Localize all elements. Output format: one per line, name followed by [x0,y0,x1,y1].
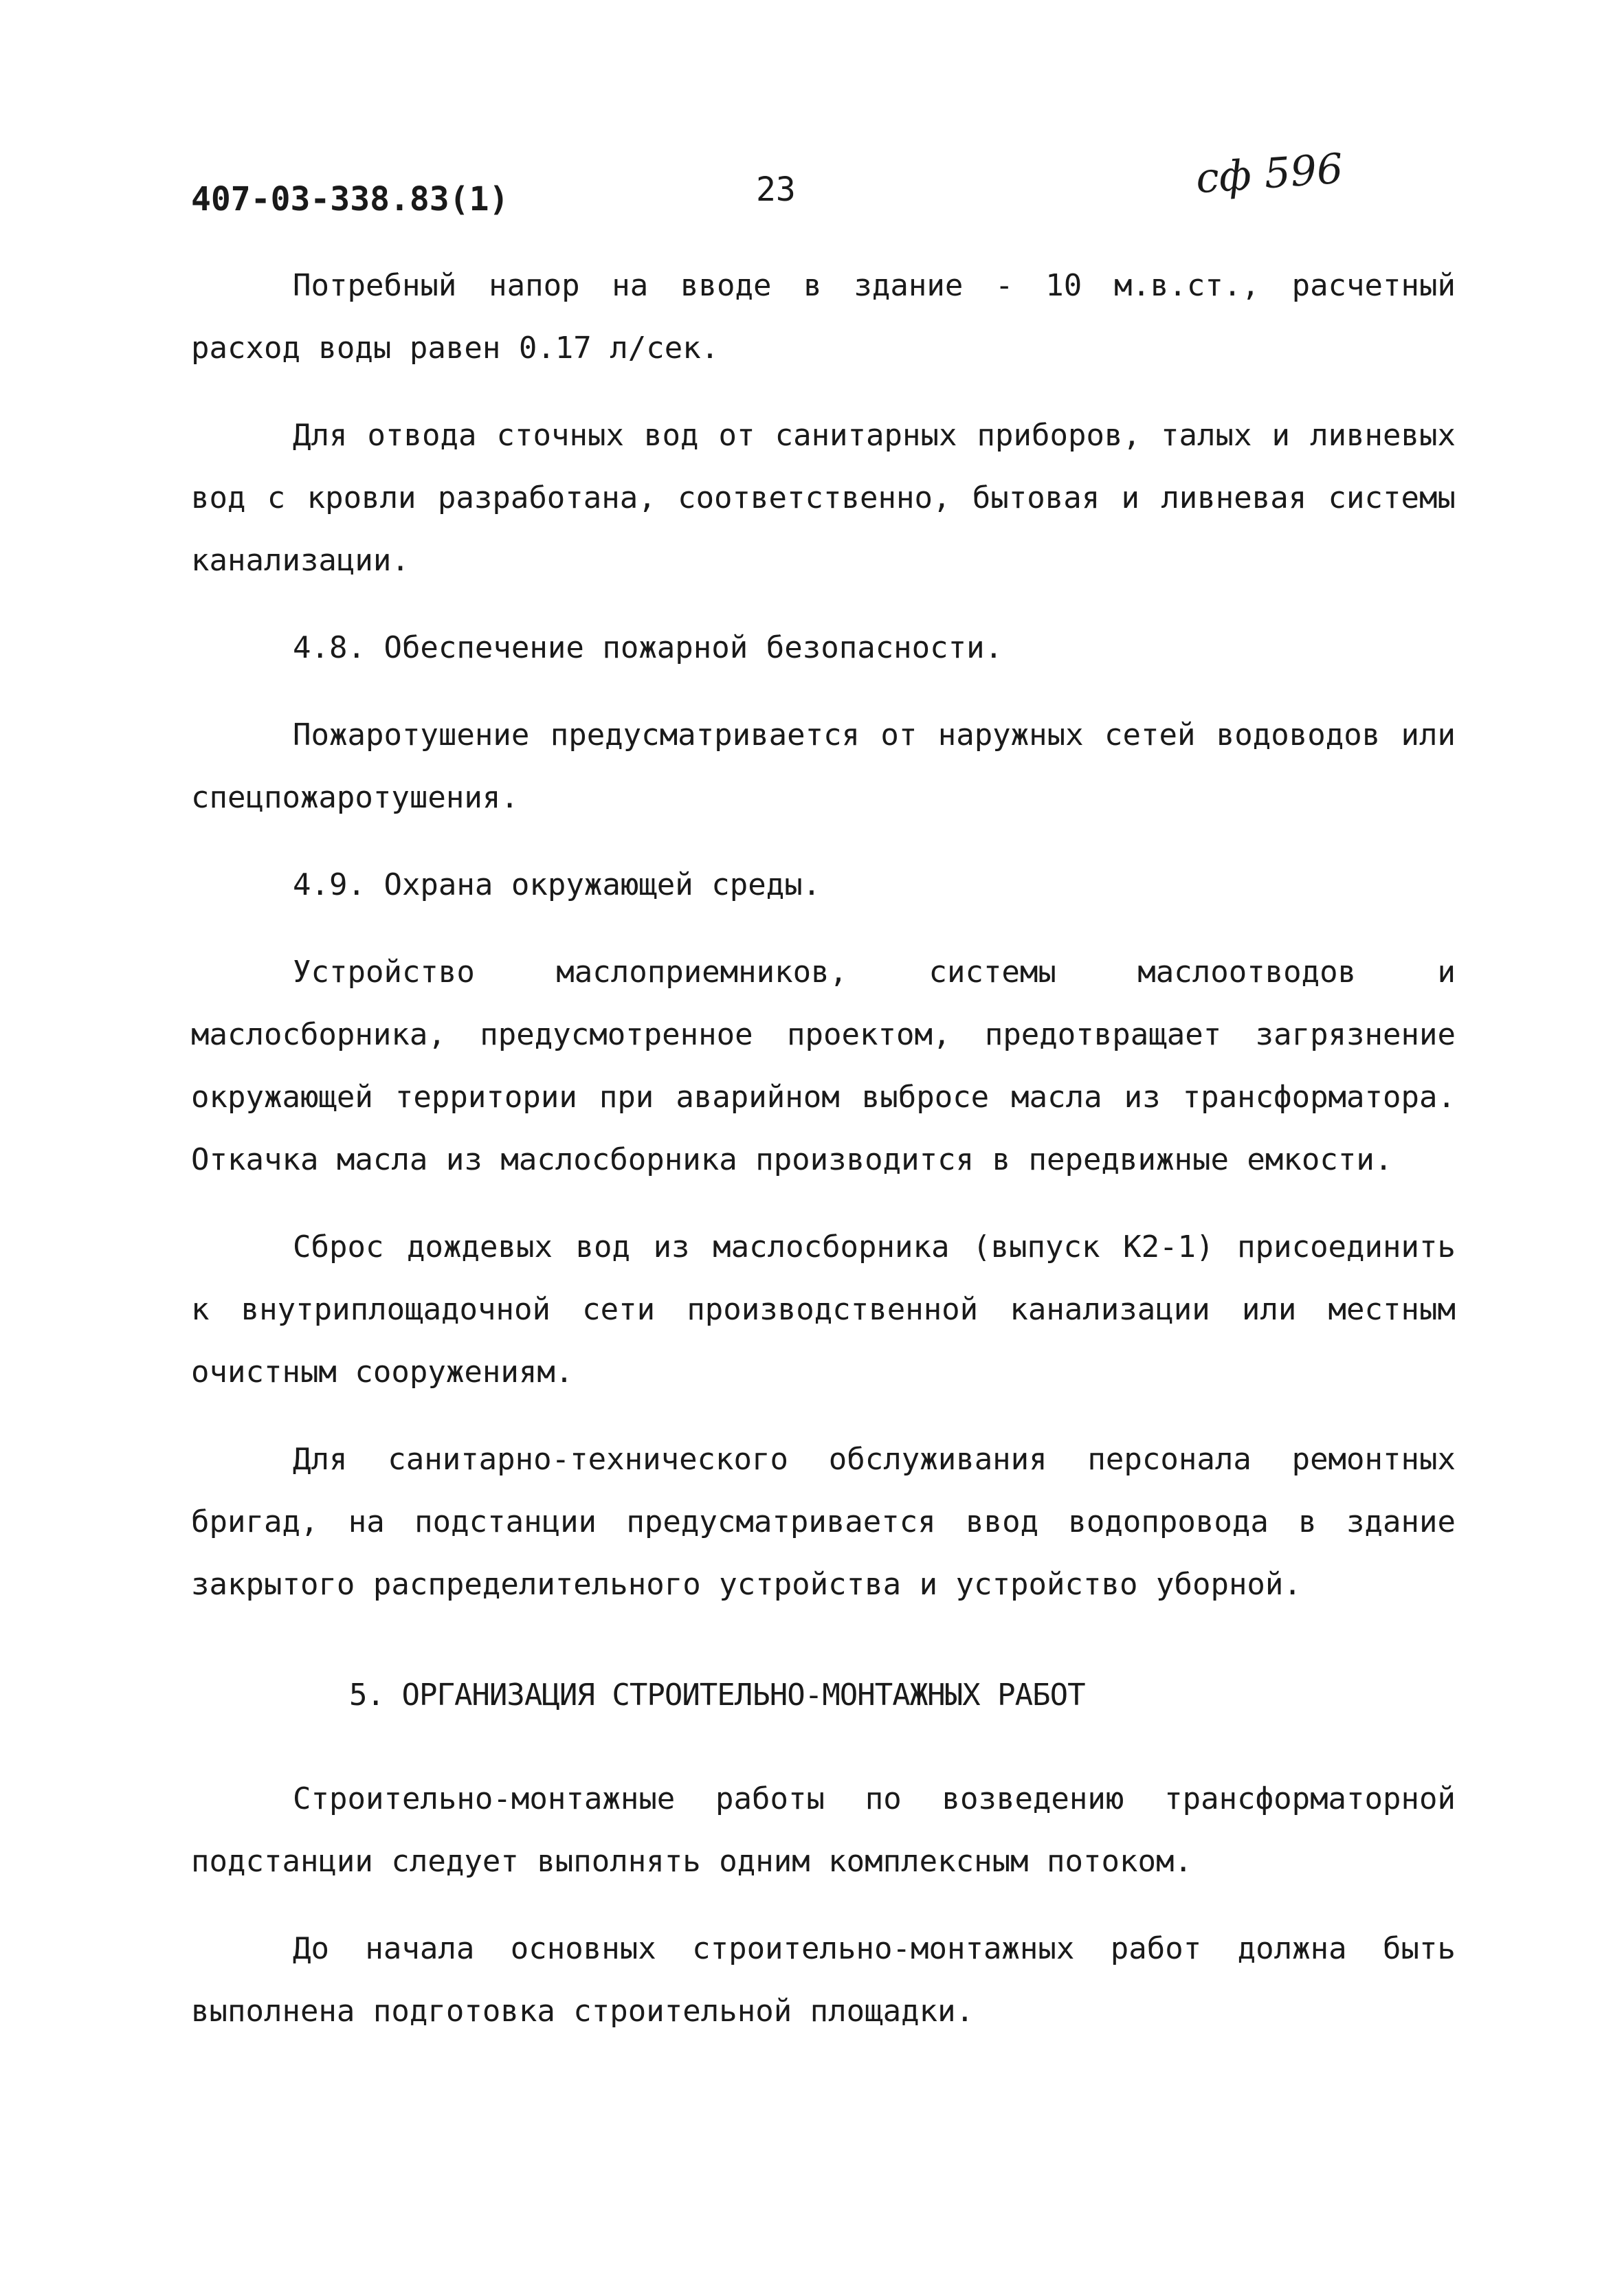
heading-environment: 4.9. Охрана окружающей среды. [293,867,821,902]
paragraph-sanitary: Для санитарно-технического обслуживания персонала ремонтных бригад, на подстанции предусматривается ввод водопровода в здание закрытого распределительного устройства и устройство уборной. [191,1442,1456,1602]
document-code: 407-03-338.83(1) [191,180,509,219]
paragraph-fire-extinguishing: Пожаротушение предусматривается от наружных сетей водоводов или спецпожаротушения. [191,717,1456,815]
paragraph-site-preparation: До начала основных строительно-монтажных работ должна быть выполнена подготовка строительной площадки. [191,1931,1456,2029]
paragraph-water-pressure: Потребный напор на вводе в здание - 10 м.в.ст., расчетный расход воды равен 0.17 л/сек. [191,268,1456,366]
handwritten-mark: сф 596 [1194,144,1345,203]
page-number: 23 [756,170,796,209]
paragraph-sewage: Для отвода сточных вод от санитарных приборов, талых и ливневых вод с кровли разработана, соответственно, бытовая и ливневая системы канализации. [191,418,1456,578]
paragraph-oil-receivers: Устройство маслоприемников, системы маслоотводов и маслосборника, предусмотренное проектом, предотвращает загрязнение окружающей территории при аварийном выбросе масла из трансформатора. Откачка масла из маслосборника производится в передвижные емкости. [191,955,1456,1177]
heading-fire-safety: 4.8. Обеспечение пожарной безопасности. [293,630,1003,665]
section-title-construction: 5. ОРГАНИЗАЦИЯ СТРОИТЕЛЬНО-МОНТАЖНЫХ РАБОТ [349,1678,1085,1713]
paragraph-construction-works: Строительно-монтажные работы по возведению трансформаторной подстанции следует выполнять одним комплексным потоком. [191,1781,1456,1879]
paragraph-rainwater: Сброс дождевых вод из маслосборника (выпуск К2-1) присоединить к внутриплощадочной сети производственной канализации или местным очистным сооружениям. [191,1229,1456,1390]
document-body [191,254,1456,2067]
